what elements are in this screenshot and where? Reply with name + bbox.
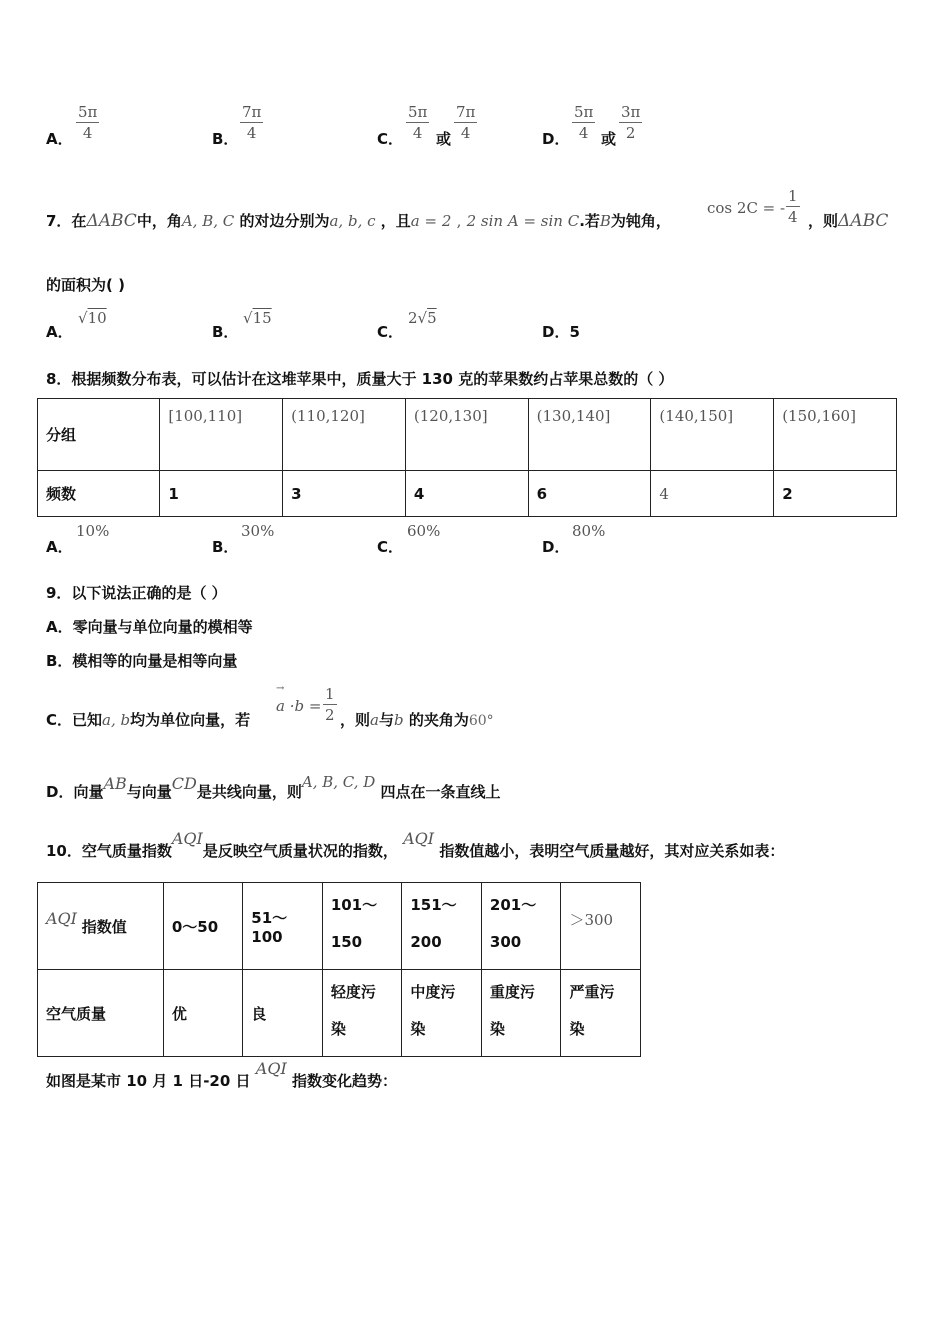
q10-text-2: 指数值越小，表明空气质量越好，其对应关系如表： bbox=[439, 842, 785, 860]
q9-c-text-2: ，则 bbox=[340, 711, 371, 729]
q10-aqi-table bbox=[37, 882, 641, 1057]
q8-option-d-value: 80% bbox=[572, 522, 606, 540]
q9-option-b: B．模相等的向量是相等向量 bbox=[46, 652, 238, 670]
q9-d-text-2: 是共线向量，则 bbox=[196, 783, 302, 801]
q7-option-a-label: A． bbox=[46, 323, 73, 341]
q8-group-cell: (140,150] bbox=[651, 399, 774, 471]
q10-row-quality bbox=[38, 970, 641, 1057]
q8-row-groups bbox=[38, 399, 897, 471]
q8-row-frequencies bbox=[38, 471, 897, 517]
q8-question: 8．根据频数分布表，可以估计在这堆苹果中，质量大于 130 克的苹果数约占苹果总数的（ ） bbox=[46, 370, 674, 388]
q9-option-c-tail bbox=[340, 709, 494, 730]
q7-line-2: 的面积为( ) bbox=[46, 276, 125, 294]
q7-then: ，则 bbox=[808, 212, 839, 230]
q6-option-d-fraction-1: $\frac{5\pi}{4}$ bbox=[574, 103, 594, 142]
q10-range-cell: 201～ 300 bbox=[481, 883, 561, 970]
q9-c-text-1: 均为单位向量，若 bbox=[130, 711, 251, 729]
q8-frequency-cell: 1 bbox=[160, 471, 283, 517]
q9-c-dot-product bbox=[276, 697, 321, 715]
q9-c-angle: 60° bbox=[468, 713, 494, 729]
q9-question: 9．以下说法正确的是（ ） bbox=[46, 584, 227, 602]
q7-stem bbox=[46, 210, 671, 231]
q9-d-text-3: 四点在一条直线上 bbox=[380, 783, 501, 801]
q9-c-a: a bbox=[370, 711, 379, 729]
q7-text-3: ，且 bbox=[380, 212, 411, 230]
q8-frequency-table bbox=[37, 398, 897, 517]
q6-option-b-fraction: $\frac{7\pi}{4}$ bbox=[242, 103, 262, 142]
q9-d-points: A, B, C, D bbox=[301, 773, 376, 791]
q10-quality-cell: 轻度污 染 bbox=[322, 970, 402, 1057]
q8-option-a-value: 10% bbox=[76, 522, 110, 540]
q10-range-cell: ＞300 bbox=[561, 883, 641, 970]
q10-aqi-1: AQI bbox=[171, 829, 203, 848]
q9-d-label: D．向量 bbox=[46, 783, 104, 801]
q7-option-d: D．5 bbox=[542, 323, 580, 341]
q8-group-cell: (130,140] bbox=[528, 399, 651, 471]
q10-aqi-header bbox=[38, 883, 164, 970]
q7-sides: a, b, c bbox=[329, 212, 376, 230]
q7-option-c-value: 5 bbox=[427, 309, 437, 327]
q8-option-c-value: 60% bbox=[407, 522, 441, 540]
q9-option-a: A．零向量与单位向量的模相等 bbox=[46, 618, 253, 636]
q9-c-label: C．已知 bbox=[46, 711, 103, 729]
q8-option-c-label: C． bbox=[377, 538, 404, 556]
q7-option-b-label: B． bbox=[212, 323, 239, 341]
q6-option-d-fraction-2: $\frac{3\pi}{2}$ bbox=[621, 103, 641, 142]
q9-option-d bbox=[46, 773, 501, 802]
q6-option-c-fraction-1: $\frac{5\pi}{4}$ bbox=[408, 103, 428, 142]
q8-frequency-cell: 2 bbox=[774, 471, 897, 517]
q9-c-vars: a, b bbox=[102, 711, 131, 729]
q9-d-text-1: 与向量 bbox=[126, 783, 172, 801]
q7-text-5: 为钝角， bbox=[610, 212, 671, 230]
q10-row-ranges bbox=[38, 883, 641, 970]
q6-option-b-label: B． bbox=[212, 130, 239, 148]
q9-d-vector-ab: AB bbox=[103, 774, 127, 793]
q7-text-2: 的对边分别为 bbox=[239, 212, 330, 230]
q8-frequency-cell: 6 bbox=[528, 471, 651, 517]
q8-group-cell: (150,160] bbox=[774, 399, 897, 471]
q7-text-4: .若 bbox=[579, 212, 600, 230]
q9-c-text-3: 与 bbox=[378, 711, 394, 729]
q10-quality-cell: 良 bbox=[243, 970, 323, 1057]
q7-condition-1: a = 2 bbox=[410, 212, 452, 230]
q10-prefix: 10．空气质量指数 bbox=[46, 842, 172, 860]
q10-trend-suffix: 指数变化趋势： bbox=[292, 1072, 398, 1090]
q7-option-b-value: 15 bbox=[252, 309, 272, 327]
q7-option-a-value: 10 bbox=[87, 309, 107, 327]
q6-option-a-fraction: $\frac{5\pi}{4}$ bbox=[78, 103, 98, 142]
q8-frequency-cell: 4 bbox=[405, 471, 528, 517]
q6-option-c-label: C． bbox=[377, 130, 404, 148]
q7-angle-b: B bbox=[599, 212, 611, 230]
q10-stem bbox=[46, 829, 785, 861]
q7-option-c: 2√5 bbox=[408, 309, 437, 327]
q8-frequency-cell: 3 bbox=[283, 471, 406, 517]
q8-groups-header: 分组 bbox=[38, 399, 160, 471]
q6-option-c-or: 或 bbox=[436, 130, 452, 148]
q7-prefix: 7．在 bbox=[46, 212, 87, 230]
q10-head-label: 指数值 bbox=[81, 917, 127, 936]
q9-c-fraction: $\frac{1}{2}$ bbox=[325, 685, 335, 724]
q8-option-b-label: B． bbox=[212, 538, 239, 556]
q10-range-cell: 101～ 150 bbox=[322, 883, 402, 970]
q10-head-aqi: AQI bbox=[46, 908, 77, 928]
q10-range-cell: 51～100 bbox=[243, 883, 323, 970]
q7-text-6 bbox=[808, 210, 888, 231]
q8-group-cell: (120,130] bbox=[405, 399, 528, 471]
q10-trend-prefix: 如图是某市 10 月 1 日-20 日 bbox=[46, 1072, 251, 1090]
q6-option-a-label: A． bbox=[46, 130, 73, 148]
q10-trend-caption bbox=[46, 1059, 398, 1091]
q10-range-cell: 151～ 200 bbox=[402, 883, 482, 970]
q10-trend-aqi: AQI bbox=[255, 1059, 287, 1078]
q7-triangle-2: ΔABC bbox=[838, 211, 889, 231]
q7-option-c-label: C． bbox=[377, 323, 404, 341]
q10-range-cell: 0～50 bbox=[163, 883, 242, 970]
q9-d-vector-cd: CD bbox=[171, 774, 197, 793]
q8-option-a-label: A． bbox=[46, 538, 73, 556]
q7-option-b: √15 bbox=[243, 309, 272, 327]
q8-frequency-cell: 4 bbox=[651, 471, 774, 517]
q10-aqi-2: AQI bbox=[403, 829, 435, 848]
q6-option-d-label: D． bbox=[542, 130, 570, 148]
q9-c-b: b bbox=[393, 711, 404, 729]
q7-option-a: √10 bbox=[78, 309, 107, 327]
q10-text-1: 是反映空气质量状况的指数， bbox=[202, 842, 398, 860]
q7-cos-expr: cos 2C = - bbox=[707, 199, 786, 217]
q10-quality-cell: 优 bbox=[163, 970, 242, 1057]
q7-separator: , bbox=[456, 212, 462, 230]
q8-group-cell: [100,110] bbox=[160, 399, 283, 471]
q6-option-c-fraction-2: $\frac{7\pi}{4}$ bbox=[456, 103, 476, 142]
q8-option-b-value: 30% bbox=[241, 522, 275, 540]
q10-quality-cell: 中度污 染 bbox=[402, 970, 482, 1057]
q10-quality-cell: 严重污 染 bbox=[561, 970, 641, 1057]
q8-frequency-header: 频数 bbox=[38, 471, 160, 517]
q10-quality-cell: 重度污 染 bbox=[481, 970, 561, 1057]
q7-triangle: ΔABC bbox=[86, 211, 137, 231]
q7-text-1: 中，角 bbox=[136, 212, 182, 230]
q7-option-c-coef: 2 bbox=[408, 309, 418, 327]
q9-option-c bbox=[46, 709, 250, 730]
q6-option-d-or: 或 bbox=[601, 130, 617, 148]
q7-cos-fraction: $\frac{1}{4}$ bbox=[788, 187, 798, 226]
q9-c-text-4: 的夹角为 bbox=[408, 711, 469, 729]
q9-c-dot-expr: → a ·b = bbox=[276, 697, 321, 715]
q7-angles: A, B, C bbox=[181, 212, 235, 230]
q8-option-d-label: D． bbox=[542, 538, 570, 556]
q10-quality-header: 空气质量 bbox=[38, 970, 164, 1057]
q7-condition-2: 2 sin A = sin C bbox=[466, 212, 580, 230]
q8-group-cell: (110,120] bbox=[283, 399, 406, 471]
